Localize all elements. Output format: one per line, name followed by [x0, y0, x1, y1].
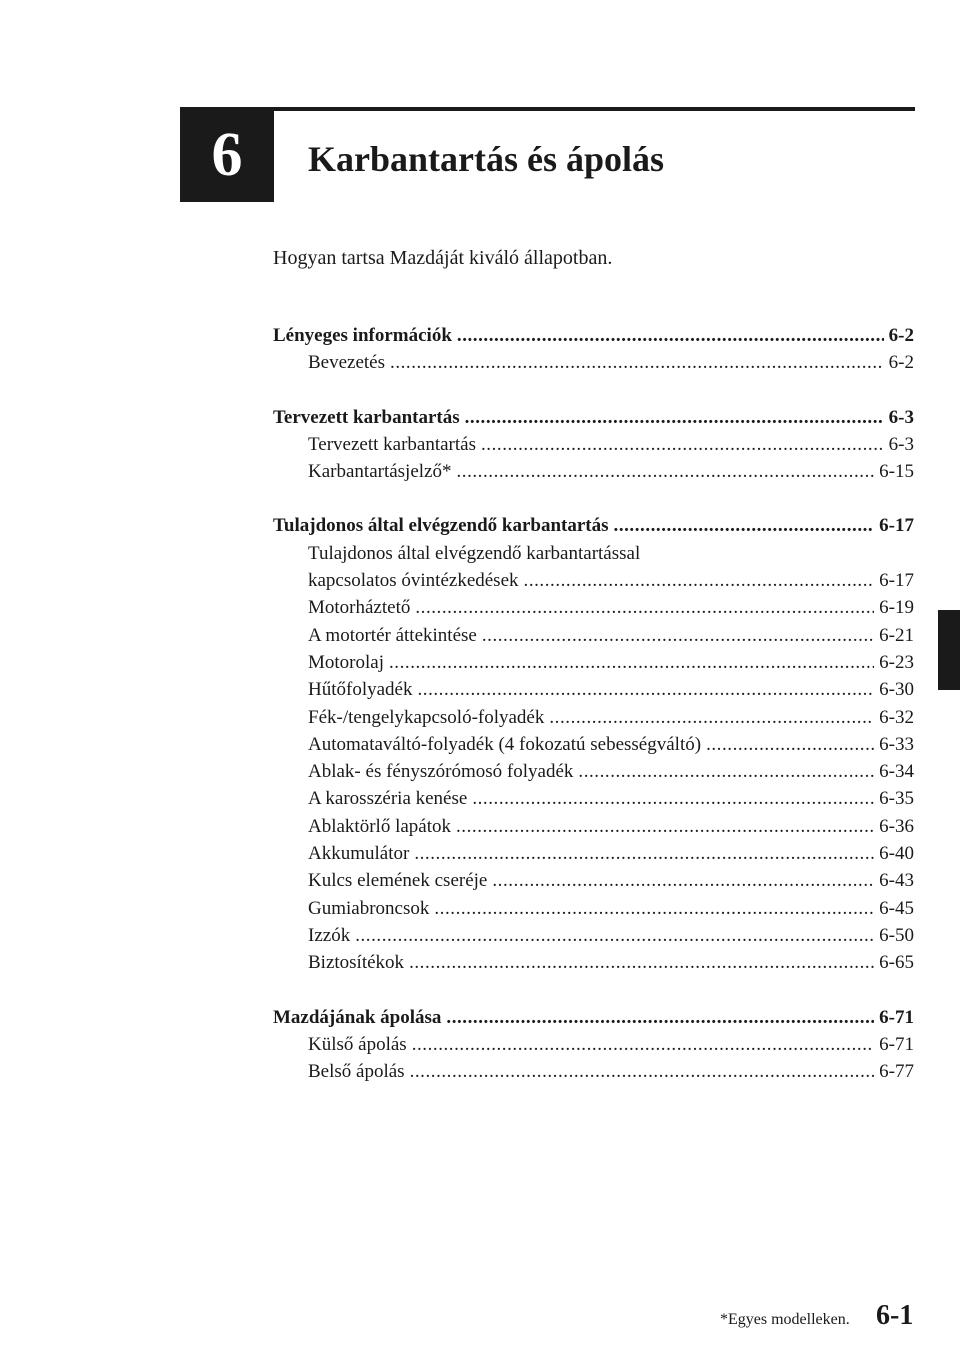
toc-entry[interactable]: [273, 840, 914, 867]
toc-entry-label: Ablak- és fényszórómosó folyadék: [308, 761, 574, 783]
dot-leader: [456, 458, 874, 485]
toc-entry[interactable]: [273, 1058, 914, 1085]
toc-entry[interactable]: [273, 922, 914, 949]
toc-entry[interactable]: [273, 731, 914, 758]
toc-entry[interactable]: [273, 1031, 914, 1058]
toc-entry-page: 6-34: [879, 761, 914, 783]
toc-entry-page: 6-36: [879, 815, 914, 837]
toc-entry-page: 6-23: [879, 651, 914, 673]
dot-leader: [481, 431, 884, 458]
toc-entry[interactable]: [273, 704, 914, 731]
toc-heading-label: Lényeges információk: [273, 325, 452, 346]
toc-entry-label: Belső ápolás: [308, 1061, 405, 1083]
dot-leader: [472, 785, 874, 812]
toc-entry-page: 6-19: [879, 597, 914, 619]
chapter-header-rule: [180, 107, 915, 111]
dot-leader: [417, 676, 874, 703]
dot-leader: [465, 404, 884, 431]
toc-heading[interactable]: [273, 1004, 914, 1031]
dot-leader: [389, 649, 874, 676]
toc-entry-label: Ablaktörlő lapátok: [308, 815, 451, 837]
toc-entry-label: A karosszéria kenése: [308, 788, 468, 810]
dot-leader: [524, 567, 875, 594]
toc-entry-page: 6-15: [879, 461, 914, 483]
dot-leader: [614, 512, 875, 539]
toc-entry-label: Tulajdonos által elvégzendő karbantartással: [308, 542, 641, 564]
toc-entry[interactable]: [273, 813, 914, 840]
toc-heading-label: Mazdájának ápolása: [273, 1006, 442, 1028]
toc-entry-page: 6-3: [888, 433, 914, 455]
toc-entry[interactable]: [273, 349, 914, 376]
toc-entry-page: 6-71: [879, 1033, 914, 1055]
dot-leader: [412, 1031, 874, 1058]
dot-leader: [390, 349, 884, 376]
toc-entry-label: Tervezett karbantartás: [308, 433, 476, 455]
toc-heading-page: 6-2: [888, 325, 914, 346]
toc-entry-page: 6-17: [879, 570, 914, 592]
toc-section: [273, 1004, 914, 1086]
toc-entry-page: 6-50: [879, 924, 914, 946]
toc-entry[interactable]: [273, 458, 914, 485]
toc-entry-label: Fék-/tengelykapcsoló-folyadék: [308, 706, 545, 728]
footnote: *Egyes modelleken.: [720, 1311, 850, 1328]
toc-heading-label: Tulajdonos által elvégzendő karbantartás: [273, 515, 609, 537]
toc-entry[interactable]: [273, 867, 914, 894]
chapter-number: 6: [211, 120, 243, 189]
toc-entry[interactable]: [273, 622, 914, 649]
toc-entry-page: 6-45: [879, 897, 914, 919]
toc-entry-page: 6-40: [879, 843, 914, 865]
toc-entry[interactable]: [273, 785, 914, 812]
toc-entry-page: 6-43: [879, 870, 914, 892]
dot-leader: [706, 731, 874, 758]
page-number: 6-1: [876, 1300, 914, 1331]
dot-leader: [549, 704, 874, 731]
toc-heading-label: Tervezett karbantartás: [273, 406, 460, 428]
toc-entry-label: Motorháztető: [308, 597, 411, 619]
toc-section: [273, 512, 914, 976]
toc-heading-page: 6-17: [879, 515, 914, 537]
toc-entry-page: 6-30: [879, 679, 914, 701]
toc-entry[interactable]: [273, 567, 914, 594]
dot-leader: [355, 922, 874, 949]
table-of-contents: [273, 322, 914, 1112]
dot-leader: [415, 594, 874, 621]
toc-entry-label: Akkumulátor: [308, 843, 410, 865]
toc-heading-page: 6-71: [879, 1006, 914, 1028]
toc-entry-page: 6-21: [879, 624, 914, 646]
toc-entry-label: Kulcs elemének cseréje: [308, 870, 488, 892]
toc-entry-label: Motorolaj: [308, 651, 384, 673]
toc-heading[interactable]: [273, 512, 914, 539]
dot-leader: [492, 867, 874, 894]
toc-entry[interactable]: [273, 431, 914, 458]
dot-leader: [446, 1004, 874, 1031]
toc-heading-page: 6-3: [888, 406, 914, 428]
toc-entry-label: Külső ápolás: [308, 1033, 407, 1055]
dot-leader: [410, 1058, 875, 1085]
dot-leader: [414, 840, 874, 867]
toc-entry[interactable]: [273, 758, 914, 785]
toc-entry-page: 6-33: [879, 733, 914, 755]
toc-entry-label: Karbantartásjelző*: [308, 461, 452, 483]
dot-leader: [456, 813, 874, 840]
toc-entry[interactable]: [273, 540, 914, 567]
toc-entry[interactable]: [273, 594, 914, 621]
dot-leader: [578, 758, 874, 785]
toc-section: [273, 322, 914, 377]
toc-entry[interactable]: [273, 676, 914, 703]
toc-heading[interactable]: [273, 322, 914, 349]
toc-entry-label: Biztosítékok: [308, 952, 405, 974]
toc-entry-page: 6-65: [879, 952, 914, 974]
dot-leader: [434, 895, 874, 922]
chapter-subtitle: Hogyan tartsa Mazdáját kiváló állapotban.: [273, 247, 613, 269]
toc-entry-page: 6-35: [879, 788, 914, 810]
toc-entry-label: A motortér áttekintése: [308, 624, 477, 646]
chapter-title: Karbantartás és ápolás: [308, 139, 665, 179]
chapter-side-tab: [938, 610, 960, 690]
toc-entry-label: kapcsolatos óvintézkedések: [308, 570, 519, 592]
toc-entry-label: Izzók: [308, 924, 351, 946]
toc-entry-page: 6-2: [888, 352, 914, 374]
toc-entry-label: Gumiabroncsok: [308, 897, 430, 919]
toc-entry-label: Bevezetés: [308, 352, 386, 374]
toc-section: [273, 404, 914, 486]
dot-leader: [482, 622, 874, 649]
toc-entry-label: Automataváltó-folyadék (4 fokozatú sebességváltó): [308, 733, 702, 755]
toc-entry-page: 6-77: [879, 1061, 914, 1083]
toc-entry-page: 6-32: [879, 706, 914, 728]
toc-heading[interactable]: [273, 404, 914, 431]
dot-leader: [457, 322, 884, 349]
toc-entry[interactable]: [273, 895, 914, 922]
toc-entry-label: Hűtőfolyadék: [308, 679, 413, 701]
toc-entry[interactable]: [273, 949, 914, 976]
chapter-number-box: [180, 107, 274, 202]
toc-entry[interactable]: [273, 649, 914, 676]
dot-leader: [409, 949, 874, 976]
